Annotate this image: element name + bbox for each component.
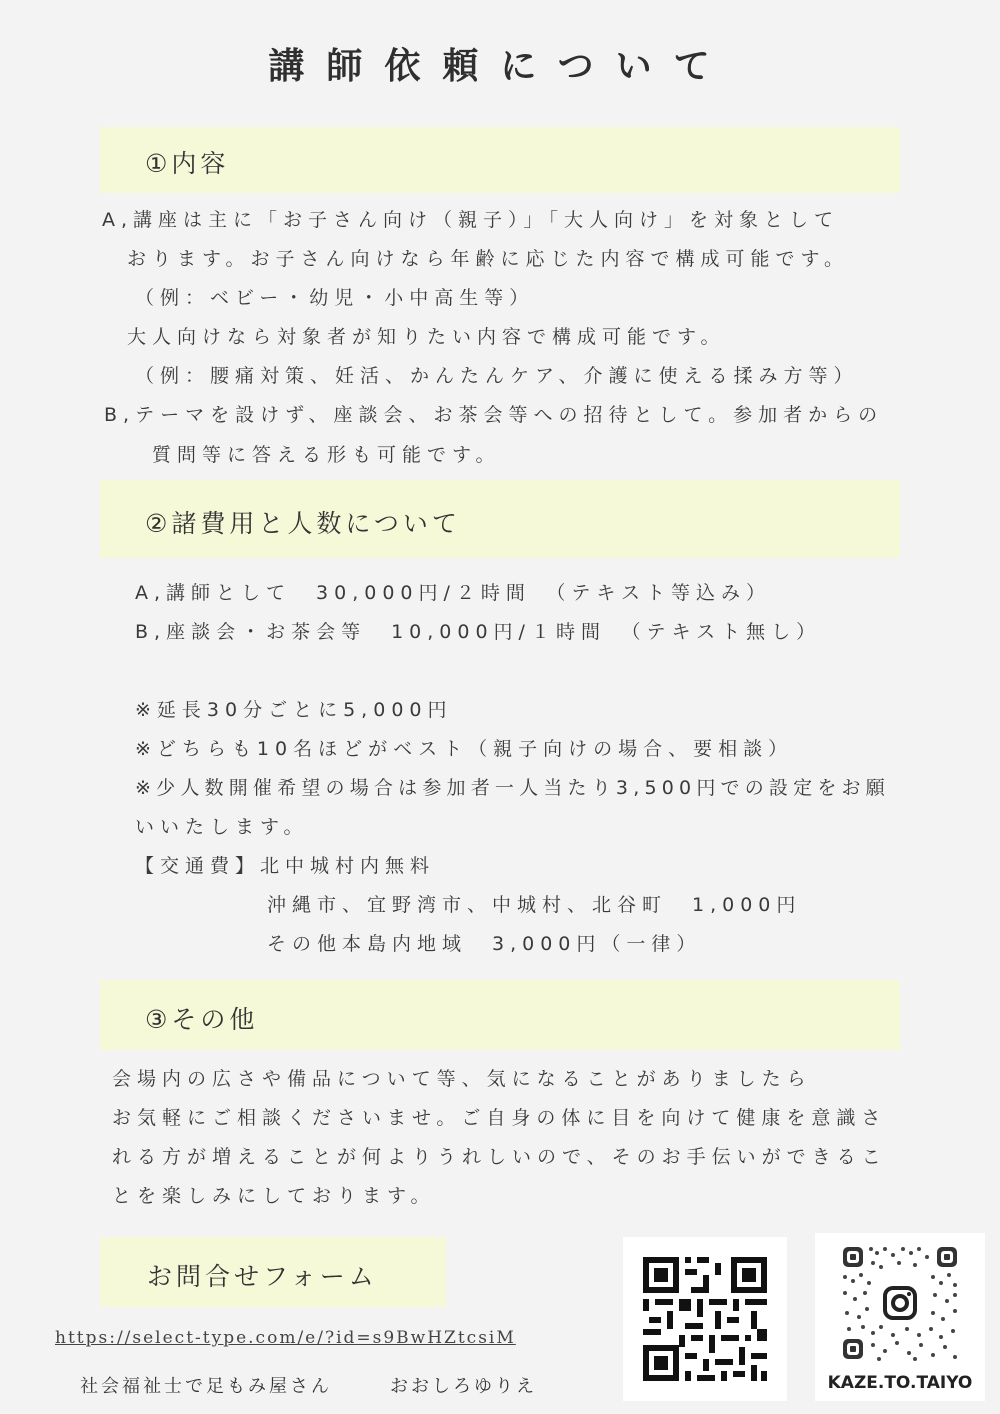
contact-form-link[interactable]: https://select-type.com/e/?id=s9BwHZtcsiM: [55, 1328, 516, 1348]
instagram-qr-card[interactable]: [815, 1233, 985, 1401]
page-title: 講師依頼について: [268, 46, 732, 87]
section1-line: B,テーマを設けず、座談会、お茶会等への招待として。参加者からの: [104, 404, 884, 426]
section3-heading: ③その他: [145, 1005, 259, 1034]
section1-line: A,講座は主に「お子さん向け（親子）」「大人向け」を対象として: [102, 209, 840, 231]
section1-header: [100, 127, 900, 193]
contact-header: [100, 1237, 446, 1307]
transport-line: その他本島内地域 3,000円（一律）: [267, 933, 702, 955]
note-line: いいたします。: [135, 816, 309, 838]
instagram-icon: [881, 1284, 919, 1322]
section3-line: お気軽にご相談くださいませ。ご自身の体に目を向けて健康を意識さ: [112, 1107, 887, 1129]
qr-code-image: [623, 1237, 787, 1401]
section3-line: 会場内の広さや備品について等、気になることがありましたら: [112, 1068, 812, 1090]
footer-name: おおしろゆりえ: [390, 1376, 537, 1397]
section1-line: おります。お子さん向けなら年齢に応じた内容で構成可能です。: [127, 248, 849, 270]
note-line: ※延長30分ごとに5,000円: [135, 699, 453, 721]
section1-line: （例：ベビー・幼児・小中高生等）: [135, 287, 535, 309]
section3-line: れる方が増えることが何よりうれしいので、そのお手伝いができるこ: [112, 1146, 887, 1168]
contact-heading: お問合せフォーム: [147, 1262, 378, 1291]
fee-line: B,座談会・お茶会等 10,000円/１時間 （テキスト無し）: [135, 621, 822, 643]
section2-header: [100, 480, 900, 558]
section3-line: とを楽しみにしております。: [112, 1185, 436, 1207]
fee-line: A,講師として 30,000円/２時間 （テキスト等込み）: [135, 582, 772, 604]
section1-line: 大人向けなら対象者が知りたい内容で構成可能です。: [127, 326, 726, 348]
section2-heading: ②諸費用と人数について: [145, 509, 461, 538]
section1-line: 質問等に答える形も可能です。: [152, 444, 501, 466]
section3-header: [100, 980, 900, 1050]
note-line: ※少人数開催希望の場合は参加者一人当たり3,500円での設定をお願: [135, 777, 890, 799]
transport-line: 【交通費】北中城村内無料: [135, 855, 436, 877]
transport-line: 沖縄市、宜野湾市、中城村、北谷町 1,000円: [267, 894, 802, 916]
instagram-handle: KAZE.TO.TAIYO: [827, 1373, 973, 1393]
note-line: ※どちらも10名ほどがベスト（親子向けの場合、要相談）: [135, 738, 794, 760]
footer-business: 社会福祉士で足もみ屋さん: [80, 1376, 332, 1397]
section1-heading: ①内容: [145, 149, 230, 178]
instagram-qr-image: [815, 1233, 985, 1373]
section1-line: （例：腰痛対策、妊活、かんたんケア、介護に使える揉み方等）: [135, 365, 859, 387]
contact-qr-code[interactable]: [623, 1237, 787, 1401]
